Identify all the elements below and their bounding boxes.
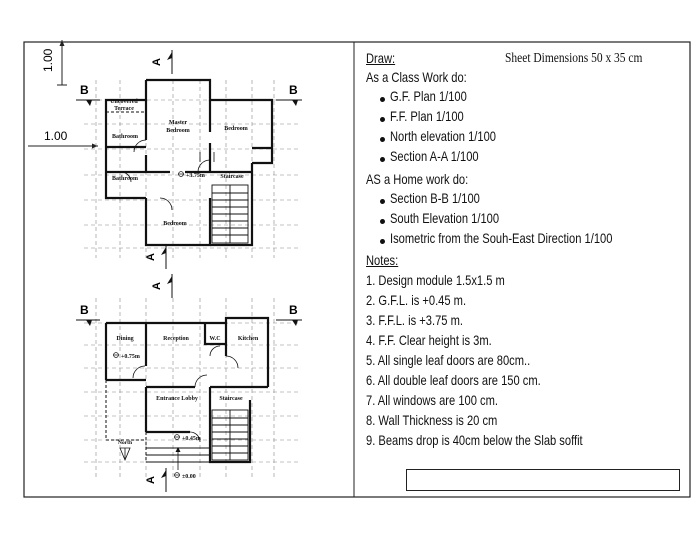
svg-text:Kitchen: Kitchen <box>237 336 259 342</box>
home-work-heading: AS a Home work do: <box>366 172 469 187</box>
svg-text:A: A <box>145 253 157 261</box>
note-item: 5. All single leaf doors are 80cm.. <box>366 353 531 368</box>
note-item: 7. All windows are 100 cm. <box>366 393 498 408</box>
svg-text:B: B <box>80 303 89 317</box>
svg-text:+0.75m: +0.75m <box>121 354 140 360</box>
svg-text:A: A <box>151 282 163 290</box>
horizontal-dimension <box>28 144 98 149</box>
svg-text:Uncovered: Uncovered <box>110 99 138 105</box>
svg-text:Bedroom: Bedroom <box>166 128 190 134</box>
level-marker-ground <box>174 473 196 480</box>
svg-text:Bathroom: Bathroom <box>112 176 138 182</box>
section-mark-b-right-ff <box>276 83 302 106</box>
section-mark-a-top-ff <box>151 50 172 74</box>
svg-text:Bedroom: Bedroom <box>163 221 187 227</box>
svg-text:B: B <box>289 303 298 317</box>
ground-floor-plan <box>84 298 300 480</box>
section-mark-a-top-gf <box>151 274 172 298</box>
note-item: 1. Design module 1.5x1.5 m <box>366 273 505 288</box>
svg-text:A: A <box>145 476 157 484</box>
svg-text:±0.00: ±0.00 <box>182 474 196 480</box>
note-item: 8. Wall Thickness is 20 cm <box>366 413 498 428</box>
title-block-box <box>406 469 680 491</box>
svg-text:Staircase: Staircase <box>219 396 243 402</box>
svg-text:B: B <box>289 83 298 97</box>
note-item: 4. F.F. Clear height is 3m. <box>366 333 492 348</box>
svg-text:Staircase: Staircase <box>220 174 244 180</box>
note-item: 3. F.F.L. is +3.75 m. <box>366 313 463 328</box>
bullet-icon <box>380 117 385 122</box>
first-floor-plan <box>84 80 300 258</box>
svg-text:Terrace: Terrace <box>114 106 134 112</box>
class-work-item: Section A-A 1/100 <box>390 149 479 164</box>
sheet-dimensions-title: Sheet Dimensions 50 x 35 cm <box>505 51 643 66</box>
draw-label: Draw: <box>366 51 396 66</box>
horizontal-dimension-label: 1.00 <box>44 129 68 143</box>
level-marker-dining <box>113 353 140 360</box>
note-item: 6. All double leaf doors are 150 cm. <box>366 373 541 388</box>
bullet-icon <box>380 157 385 162</box>
class-work-item: G.F. Plan 1/100 <box>390 89 467 104</box>
svg-text:A: A <box>151 58 163 66</box>
notes-heading: Notes: <box>366 253 399 268</box>
class-work-item: North elevation 1/100 <box>390 129 496 144</box>
bullet-icon <box>380 219 385 224</box>
svg-text:B: B <box>80 83 89 97</box>
bullet-icon <box>380 239 385 244</box>
bullet-icon <box>380 137 385 142</box>
svg-text:Bathroom: Bathroom <box>112 134 138 140</box>
note-item: 2. G.F.L. is +0.45 m. <box>366 293 467 308</box>
section-mark-b-left-gf <box>76 303 100 326</box>
svg-text:North: North <box>117 440 133 446</box>
class-work-heading: As a Class Work do: <box>366 70 467 85</box>
section-mark-a-bottom-ff <box>145 245 166 269</box>
svg-text:W.C: W.C <box>209 336 221 342</box>
svg-text:Bedroom: Bedroom <box>224 126 248 132</box>
svg-text:Dining: Dining <box>116 336 134 342</box>
section-mark-b-right-gf <box>276 303 302 326</box>
class-work-item: F.F. Plan 1/100 <box>390 109 464 124</box>
level-marker-lobby <box>174 435 201 442</box>
section-mark-b-left-ff <box>76 83 100 106</box>
svg-text:Master: Master <box>168 120 188 126</box>
vertical-dimension-label: 1.00 <box>41 48 55 72</box>
bullet-icon <box>380 199 385 204</box>
north-arrow-icon <box>118 440 132 460</box>
bullet-icon <box>380 97 385 102</box>
home-work-item: Isometric from the Souh-East Direction 1/100 <box>390 231 613 246</box>
home-work-item: Section B-B 1/100 <box>390 191 480 206</box>
svg-text:+3.75m: +3.75m <box>186 173 205 179</box>
svg-text:Reception: Reception <box>163 336 189 342</box>
note-item: 9. Beams drop is 40cm below the Slab soffit <box>366 433 583 448</box>
vertical-dimension <box>57 40 67 85</box>
section-mark-a-bottom-gf <box>145 468 166 492</box>
home-work-item: South Elevation 1/100 <box>390 211 500 226</box>
svg-text:Entrance Lobby: Entrance Lobby <box>156 396 198 402</box>
svg-text:+0.45m: +0.45m <box>182 436 201 442</box>
